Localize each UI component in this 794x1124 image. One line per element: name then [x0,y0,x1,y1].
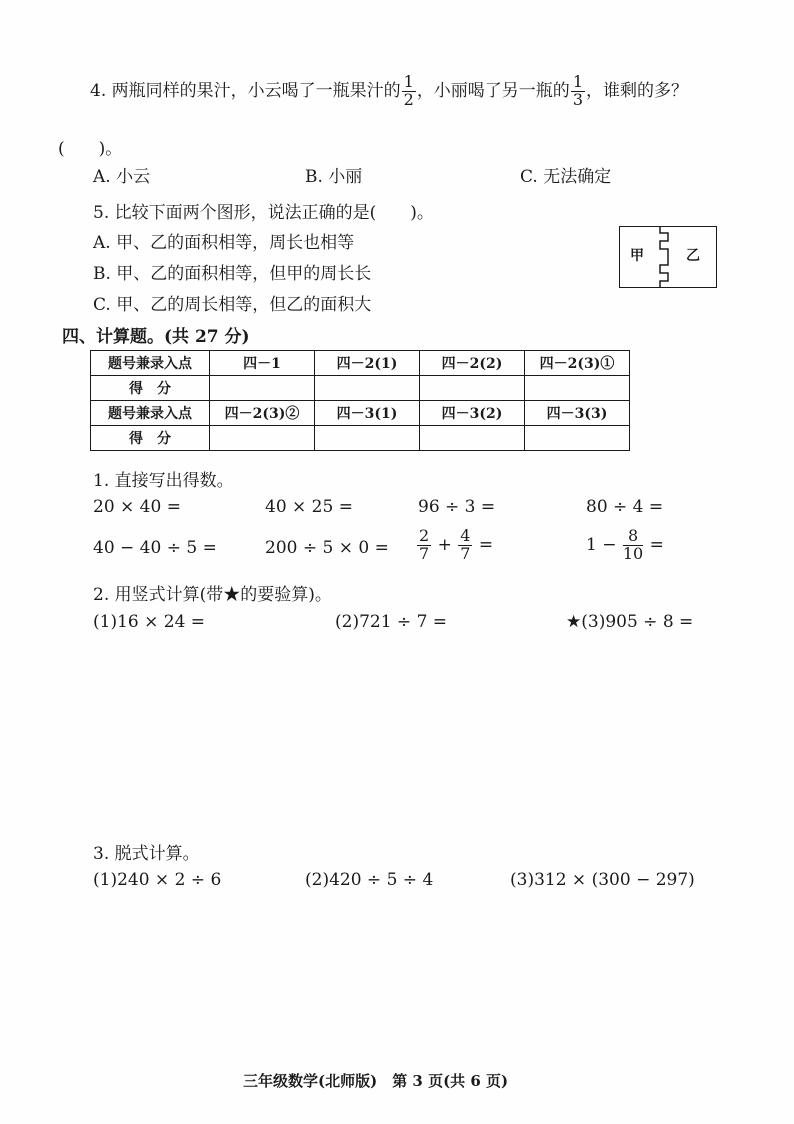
stepwise-item: (3)312 × (300 − 297) [510,870,695,890]
equals: = [649,534,664,555]
table-cell: 四－3(2) [420,401,525,426]
fraction [417,528,431,563]
q5-option-c[interactable]: C. 甲、乙的周长相等，但乙的面积大 [93,295,372,315]
table-header-cell: 题号兼录入点 [91,401,210,426]
fraction-den: 10 [622,543,644,563]
operator: + [437,534,452,555]
vertical-item: (1)16 × 24 = [93,612,206,632]
score-entry-cell[interactable] [315,376,420,401]
q4-text-c: ，谁剩的多？ [586,80,688,101]
table-row [91,401,630,426]
fraction-num: 2 [419,526,430,545]
stepwise-item: (1)240 × 2 ÷ 6 [93,870,222,890]
vertical-item: (2)721 ÷ 7 = [335,612,448,632]
vertical-title: 2. 用竖式计算(带★的要验算)。 [93,585,332,605]
page-footer: 三年级数学(北师版) 第 3 页(共 6 页) [243,1072,509,1090]
score-entry-cell[interactable] [210,376,315,401]
direct-item: 96 ÷ 3 = [418,497,496,517]
q4-option-b[interactable]: B. 小丽 [305,167,363,187]
equals: = [478,534,494,555]
q4-fraction-2 [571,74,585,109]
section4-title: 四、计算题。(共 27 分) [62,327,250,347]
lead-term: 1 − [586,534,617,555]
q4-frac2-den: 3 [572,89,583,109]
q4-text-b: ，小丽喝了另一瓶的 [416,80,570,101]
direct-item: 80 ÷ 4 = [586,497,664,517]
q4-frac1-num: 1 [403,72,414,91]
fraction-den: 7 [419,543,430,563]
direct-item: 40 × 25 = [265,497,353,517]
table-cell: 四－1 [210,351,315,376]
score-entry-cell[interactable] [525,426,630,451]
score-table [90,350,630,451]
vertical-item: ★(3)905 ÷ 8 = [566,612,694,632]
fraction [623,528,643,563]
fraction-den: 7 [460,543,471,563]
score-entry-cell[interactable] [210,426,315,451]
fraction-num: 4 [460,526,471,545]
stepwise-title: 3. 脱式计算。 [93,844,200,864]
table-cell: 四－2(3)② [210,401,315,426]
direct-title: 1. 直接写出得数。 [93,471,234,491]
fraction-num: 8 [623,528,643,546]
direct-item-fraction-sum [416,528,493,563]
figure-label-yi: 乙 [686,248,700,264]
fraction [458,528,472,563]
q4-text-a: 4. 两瓶同样的果汁，小云喝了一瓶果汁的 [90,80,401,101]
q4-frac2-num: 1 [572,72,583,91]
direct-item: 20 × 40 = [93,497,181,517]
table-header-cell: 得 分 [91,426,210,451]
stepwise-item: (2)420 ÷ 5 ÷ 4 [305,870,434,890]
q4-answer-blank[interactable]: ( )。 [58,139,123,159]
q4-option-a[interactable]: A. 小云 [93,167,151,187]
table-header-cell: 得 分 [91,376,210,401]
table-cell: 四－3(3) [525,401,630,426]
table-header-cell: 题号兼录入点 [91,351,210,376]
q5-option-b[interactable]: B. 甲、乙的面积相等，但甲的周长长 [93,264,372,284]
table-cell: 四－2(3)① [525,351,630,376]
direct-item: 200 ÷ 5 × 0 = [265,538,389,558]
score-entry-cell[interactable] [525,376,630,401]
table-cell: 四－2(2) [420,351,525,376]
direct-item: 40 − 40 ÷ 5 = [93,538,217,558]
score-entry-cell[interactable] [315,426,420,451]
table-row [91,351,630,376]
q4-fraction-1 [402,74,416,109]
table-row [91,426,630,451]
direct-item-fraction-diff [586,528,664,563]
q5-stem: 5. 比较下面两个图形，说法正确的是( )。 [93,203,434,223]
score-entry-cell[interactable] [420,376,525,401]
q5-option-a[interactable]: A. 甲、乙的面积相等，周长也相等 [93,233,355,253]
figure-label-jia: 甲 [630,248,644,264]
q5-figure [619,226,717,288]
q4-stem [90,74,688,109]
q4-option-c[interactable]: C. 无法确定 [520,167,612,187]
table-cell: 四－3(1) [315,401,420,426]
q4-frac1-den: 2 [403,89,414,109]
table-cell: 四－2(1) [315,351,420,376]
table-row [91,376,630,401]
score-entry-cell[interactable] [420,426,525,451]
